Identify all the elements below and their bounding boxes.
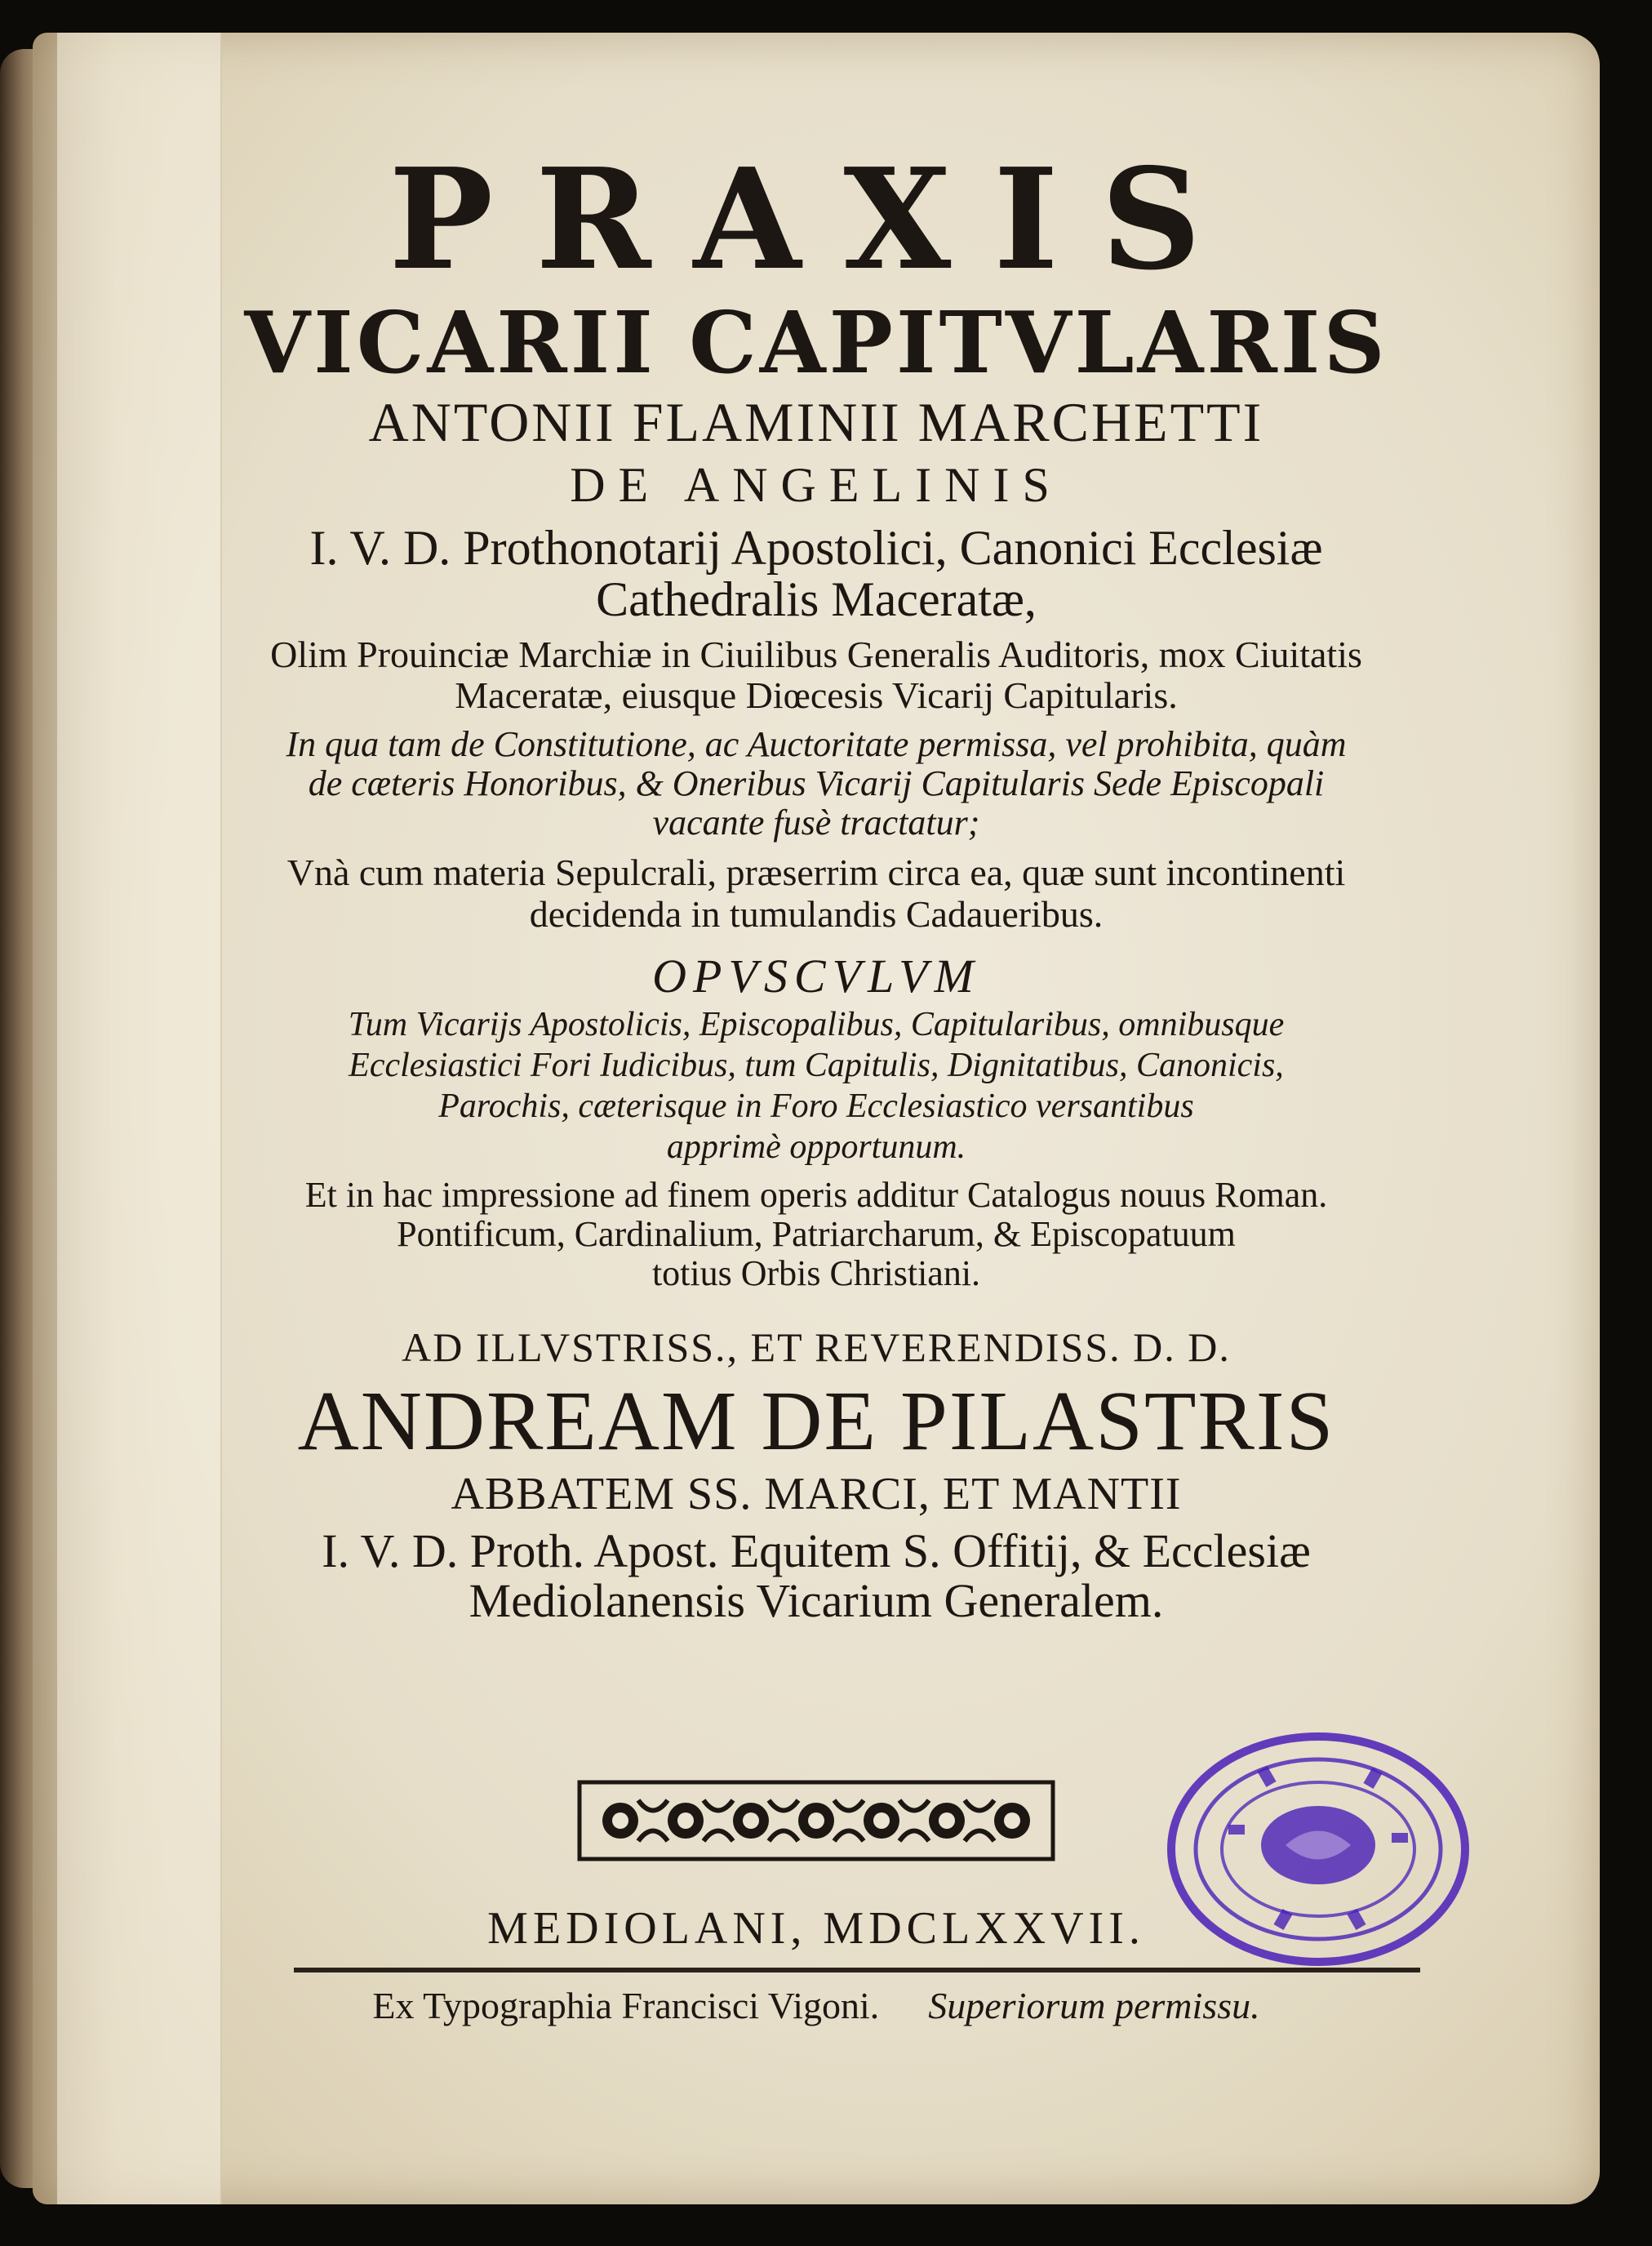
printer-name: Ex Typographia Francisci Vigoni. <box>372 1985 880 2026</box>
subject-line-3: vacante fusè tractatur; <box>652 803 980 843</box>
dedication-heading: AD ILLVSTRISS., ET REVERENDISS. D. D. <box>402 1323 1231 1370</box>
imprint-place-date: MEDIOLANI, MDCLXXVII. <box>487 1903 1145 1954</box>
imprint-printer-line <box>196 1984 1437 2027</box>
library-stamp <box>1163 1727 1473 1972</box>
printers-ornament <box>571 1776 1061 1866</box>
opusculum-heading: OPVSCVLVM <box>652 949 980 1003</box>
audience-line-2: Ecclesiastici Fori Iudicibus, tum Capitulis, Dignitatibus, Canonicis, <box>349 1046 1284 1084</box>
sepulcral-line-2: decidenda in tumulandis Cadaueribus. <box>529 892 1104 935</box>
subject-line-1: In qua tam de Constitutione, ac Auctoritate permissa, vel prohibita, quàm <box>286 723 1347 764</box>
dedicatee-title: ABBATEM SS. MARCI, ET MANTII <box>451 1469 1182 1520</box>
author-desc-line-1: Olim Prouinciæ Marchiæ in Ciuilibus Generalis Auditoris, mox Ciuitatis <box>270 634 1362 676</box>
catalogue-line-2: Pontificum, Cardinalium, Patriarcharum, & Episcopatuum <box>397 1214 1236 1255</box>
dedicatee-rank-line-2: Mediolanensis Vicarium Generalem. <box>469 1574 1164 1628</box>
catalogue-line-1: Et in hac impressione ad finem operis additur Catalogus nouus Roman. <box>304 1175 1328 1216</box>
author-desc-line-2: Maceratæ, eiusque Diœcesis Vicarij Capitularis. <box>455 674 1178 717</box>
title-page-text <box>196 138 1437 1628</box>
audience-line-4: apprimè opportunum. <box>666 1128 966 1166</box>
author-rank-line-1: I. V. D. Prothonotarij Apostolici, Canonici Ecclesiæ <box>309 521 1323 576</box>
audience-line-1: Tum Vicarijs Apostolicis, Episcopalibus, Capitularibus, omnibusque <box>348 1005 1285 1043</box>
audience-line-3: Parochis, cæterisque in Foro Ecclesiastico versantibus <box>438 1087 1194 1125</box>
subject-line-2: de cæteris Honoribus, & Oneribus Vicarij Capitularis Sede Episcopali <box>308 763 1325 803</box>
dedicatee-rank-line-1: I. V. D. Proth. Apost. Equitem S. Offitij, & Ecclesiæ <box>322 1524 1311 1578</box>
dedicatee-name: ANDREAM DE PILASTRIS <box>297 1374 1335 1469</box>
book-subtitle: VICARII CAPITVLARIS <box>244 291 1388 393</box>
book-title: PRAXIS <box>389 138 1244 301</box>
author-surname: DE ANGELINIS <box>570 458 1063 513</box>
author-rank-line-2: Cathedralis Maceratæ, <box>596 572 1037 627</box>
sepulcral-line-1: Vnà cum materia Sepulcrali, præserrim circa ea, quæ sunt incontinenti <box>286 852 1346 894</box>
author-name: ANTONII FLAMINII MARCHETTI <box>368 390 1264 453</box>
permission-note: Superiorum permissu. <box>928 1985 1260 2026</box>
catalogue-line-3: totius Orbis Christiani. <box>651 1253 981 1294</box>
